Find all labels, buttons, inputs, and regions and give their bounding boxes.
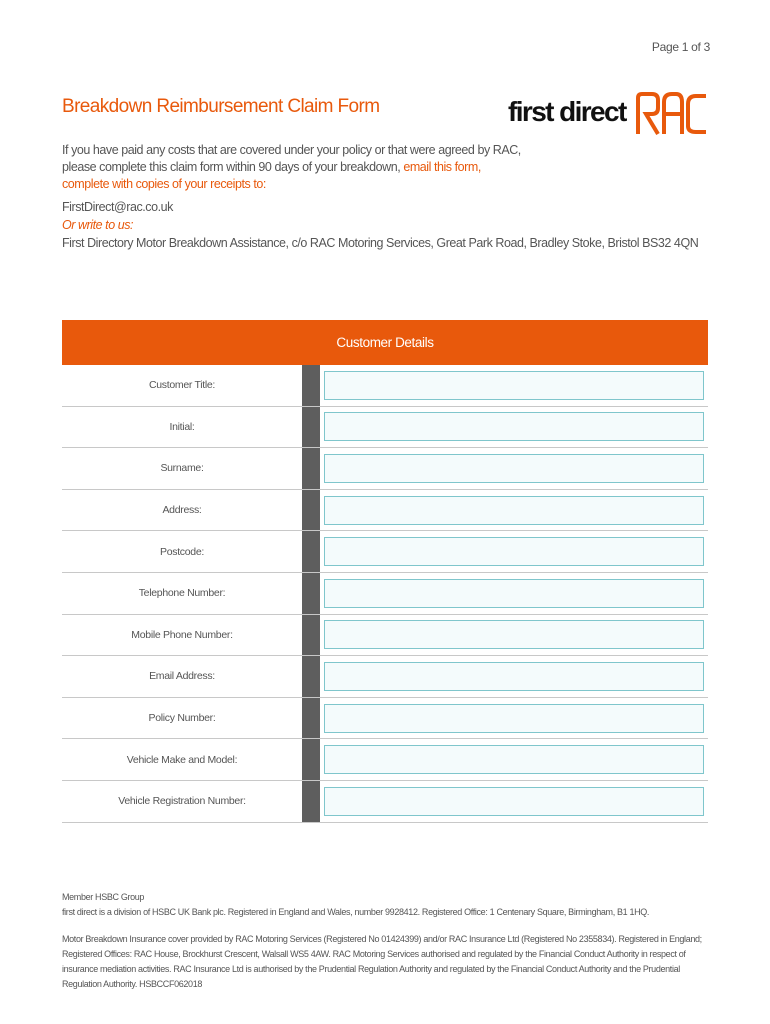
field-wrap	[320, 656, 708, 697]
form-input-field[interactable]	[324, 537, 704, 566]
field-label: Email Address:	[149, 670, 215, 683]
write-to-us-label: Or write to us:	[62, 218, 134, 232]
form-input-field[interactable]	[324, 496, 704, 525]
footer-line-2: Motor Breakdown Insurance cover provided by RAC Motoring Services (Registered No 01424399) and/or RAC Insurance Ltd (Registered No 2355834). Registered in England; Registered Offices: RAC House, Brockhurst Crescent, Walsall WS5 4AW. RAC Motoring Services authorised and regulated by the Financial Conduct Authority in respect of insurance mediation activities. RAC Insurance Ltd is authorised by the Prudential Regulation Authority and regulated by the Financial Conduct Authority and the Prudential Regulation Authority. HSBCCF062018	[62, 934, 702, 989]
row-divider	[302, 531, 320, 572]
form-input-field[interactable]	[324, 704, 704, 733]
form-row	[62, 656, 708, 698]
form-row	[62, 781, 708, 823]
rac-logo	[636, 90, 708, 136]
field-label: Mobile Phone Number:	[131, 628, 233, 641]
row-divider	[302, 573, 320, 614]
row-divider	[302, 739, 320, 780]
contact-email[interactable]: FirstDirect@rac.co.uk	[62, 200, 173, 214]
row-divider	[302, 656, 320, 697]
field-wrap	[320, 407, 708, 448]
row-divider	[302, 615, 320, 656]
field-label: Customer Title:	[148, 379, 216, 392]
form-row	[62, 698, 708, 740]
footer	[62, 890, 712, 992]
page-number: Page 1 of 3	[651, 40, 710, 54]
row-divider	[302, 407, 320, 448]
field-wrap	[320, 490, 708, 531]
field-wrap	[320, 698, 708, 739]
field-wrap	[320, 448, 708, 489]
intro-body: If you have paid any costs that are covered under your policy or that were agreed by RAC, please complete this claim form within 90 days of your breakdown,	[62, 143, 521, 174]
footer-member: Member HSBC Group	[62, 892, 145, 902]
form-row	[62, 739, 708, 781]
form-row	[62, 615, 708, 657]
field-wrap	[320, 739, 708, 780]
form-row	[62, 490, 708, 532]
form-input-field[interactable]	[324, 787, 704, 816]
field-label: Postcode:	[160, 545, 204, 558]
form-header	[62, 320, 708, 365]
form-input-field[interactable]	[324, 371, 704, 400]
form-input-field[interactable]	[324, 620, 704, 649]
form-row	[62, 365, 708, 407]
intro-text	[62, 142, 522, 193]
field-wrap	[320, 531, 708, 572]
field-wrap	[320, 615, 708, 656]
form-row	[62, 573, 708, 615]
form-row	[62, 448, 708, 490]
form-input-field[interactable]	[324, 662, 704, 691]
form-input-field[interactable]	[324, 745, 704, 774]
postal-address: First Directory Motor Breakdown Assistance, c/o RAC Motoring Services, Great Park Road, Bradley Stoke, Bristol BS32 4QN	[62, 236, 699, 250]
field-label: Policy Number:	[148, 712, 216, 725]
field-wrap	[320, 781, 708, 822]
form-header-label: Customer Details	[336, 335, 434, 350]
contact-block	[62, 198, 698, 252]
field-wrap	[320, 365, 708, 406]
field-label: Surname:	[160, 462, 204, 475]
form-input-field[interactable]	[324, 579, 704, 608]
row-divider	[302, 698, 320, 739]
form-row	[62, 531, 708, 573]
form-input-field[interactable]	[324, 412, 704, 441]
field-wrap	[320, 573, 708, 614]
form-row	[62, 407, 708, 449]
field-label: Telephone Number:	[138, 587, 226, 600]
field-label: Vehicle Make and Model:	[126, 753, 238, 766]
footer-line-1: first direct is a division of HSBC UK Bank plc. Registered in England and Wales, number 9928412. Registered Office: 1 Centenary Square, Birmingham, B1 1HQ.	[62, 907, 650, 917]
row-divider	[302, 781, 320, 822]
customer-details-form	[62, 320, 708, 823]
field-label: Initial:	[169, 420, 195, 433]
field-label: Address:	[162, 504, 202, 517]
row-divider	[302, 365, 320, 406]
intro-highlight: email this form, complete with copies of your receipts to:	[62, 160, 481, 191]
form-input-field[interactable]	[324, 454, 704, 483]
row-divider	[302, 448, 320, 489]
first-direct-logo: first direct	[508, 96, 626, 127]
page-title: Breakdown Reimbursement Claim Form	[62, 96, 380, 117]
field-label: Vehicle Registration Number:	[118, 795, 246, 808]
row-divider	[302, 490, 320, 531]
